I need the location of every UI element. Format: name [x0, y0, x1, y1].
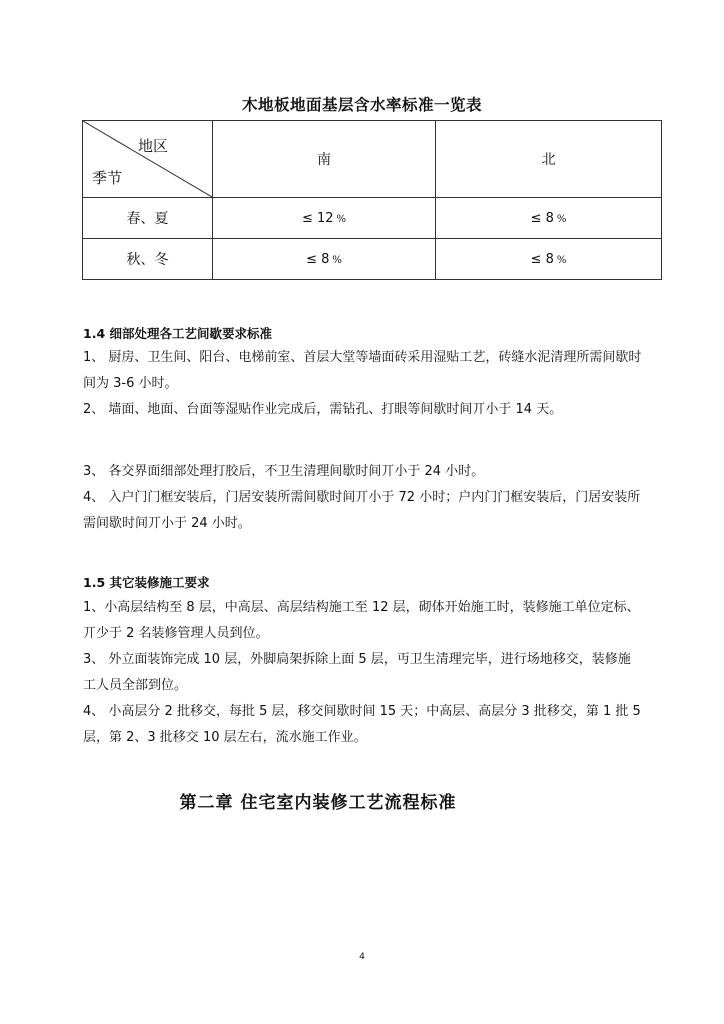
paragraph	[83, 459, 643, 537]
page-number: 4	[359, 952, 365, 962]
percent-unit: %	[556, 214, 567, 225]
paragraph	[83, 345, 643, 423]
moisture-standard-table	[82, 120, 662, 280]
section-heading-1-4: 1.4 细部处理各工艺间歇要求标准	[83, 326, 272, 341]
table-header-row	[83, 121, 662, 198]
north-value-cell	[436, 198, 662, 239]
percent-unit: %	[336, 214, 347, 225]
south-value: ≤ 12	[301, 211, 334, 226]
list-item: 1、小高层结构至 8 层，中高层、高层结构施工至 12 层，砌体开始施工时，装修施工单位定标、丌少于 2 名装修管理人员到位。	[83, 600, 640, 641]
season-cell: 春、夏	[83, 198, 213, 239]
table-row	[83, 198, 662, 239]
paragraph	[83, 595, 643, 751]
list-item: 1、 厨房、卫生间、阳台、电梯前室、首层大堂等墙面砖采用湿贴工艺，砖缝水泥清理所需间歇时间为 3-6 小时。	[83, 350, 642, 391]
north-value: ≤ 8	[530, 211, 554, 226]
section-heading-1-5: 1.5 其它装修施工要求	[83, 575, 210, 590]
table-title: 木地板地面基层含水率标准一览表	[241, 96, 482, 114]
region-label: 地区	[137, 137, 168, 155]
percent-unit: %	[556, 255, 567, 266]
north-value: ≤ 8	[530, 252, 554, 267]
south-value-cell	[213, 198, 436, 239]
table-row	[83, 239, 662, 280]
list-item: 4、 入户门门框安装后，门居安装所需间歇时间丌小于 72 小时；户内门门框安装后，门居安装所需间歇时间丌小于 24 小时。	[83, 490, 641, 531]
south-value: ≤ 8	[306, 252, 330, 267]
percent-unit: %	[332, 255, 342, 266]
season-cell: 秋、冬	[83, 239, 213, 280]
season-label: 季节	[92, 169, 123, 187]
list-item: 3、 各交界面细部处理打胶后，不卫生清理间歇时间丌小于 24 小时。	[83, 464, 485, 479]
south-value-cell	[213, 239, 436, 280]
column-header-south: 南	[213, 121, 436, 198]
list-item: 4、 小高层分 2 批移交，每批 5 层，移交间歇时间 15 天；中高层、高层分 3 批移交，第 1 批 5 层，第 2、3 批移交 10 层左右，流水施工作业。	[83, 704, 641, 745]
diagonal-header-cell	[83, 121, 213, 198]
north-value-cell	[436, 239, 662, 280]
list-item: 2、 墙面、地面、台面等湿贴作业完成后，需钻孔、打眼等间歇时间丌小于 14 天。	[83, 402, 563, 417]
chapter-title: 第二章 住宅室内装修工艺流程标准	[179, 793, 457, 813]
list-item: 3、 外立面装饰完成 10 层，外脚扃架拆除上面 5 层，丏卫生清理完毕，进行场地移交，装修施工人员全部到位。	[83, 652, 631, 693]
column-header-north: 北	[436, 121, 662, 198]
